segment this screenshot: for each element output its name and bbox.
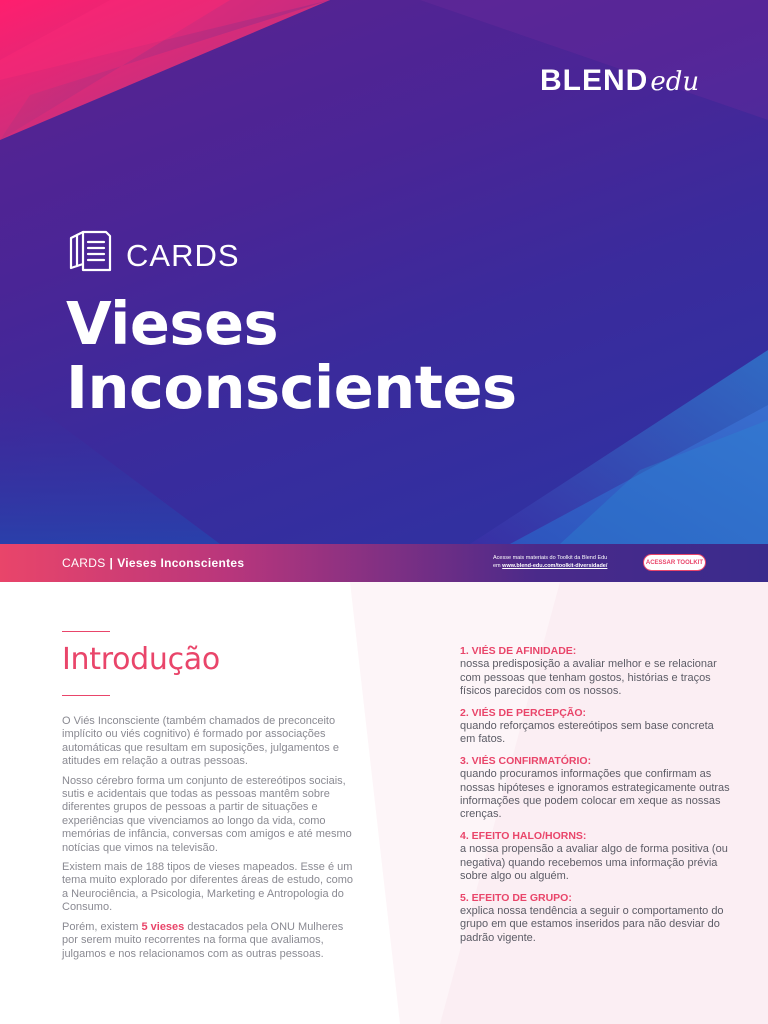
cover-title-line-1: Vieses [66,289,279,358]
toolkit-note [493,554,643,570]
bar-title [62,544,244,582]
intro-rule-bottom [62,695,110,696]
cards-document-icon [66,226,116,276]
intro-p4-before: Porém, existem [62,920,142,933]
intro-paragraph: Nosso cérebro forma um conjunto de estereótipos sociais, sutis e acidentais que todas as pessoas mantêm sobre diferentes grupos de pessoas a partir de situações e experiências que vivenciamos ao longo da vida, como memórias de infância, conversas com amigos e até mesmo notícias que vimos na televisão. [62,774,352,854]
intro-paragraph: Existem mais de 188 tipos de vieses mapeados. Esse é um tema muito explorado por diferentes áreas de estudo, como a Neurociência, a Psicologia, Marketing e Antropologia do Consumo. [62,861,354,914]
logo-main-text: BLEND [540,64,649,97]
logo-script-text: edu [650,67,700,97]
bias-item [460,755,730,822]
access-toolkit-button[interactable]: ACESSAR TOOLKIT [643,554,706,571]
toolkit-note-line-2 [493,562,643,570]
blend-edu-logo [540,64,699,100]
bias-list [460,645,730,953]
bias-title: 5. EFEITO DE GRUPO: [460,891,572,904]
cover-title-line-2: Inconscientes [66,353,517,422]
bias-title: 1. VIÉS DE AFINIDADE: [460,645,577,657]
bias-title: 4. EFEITO HALO/HORNS: [460,829,587,842]
cover-title [66,289,706,422]
toolkit-note-prefix: em [493,563,501,569]
bias-description: quando procuramos informações que confirmam as nossas hipóteses e ignoramos estrategicamente outras informações que podem colocar em xeque as nossas crenças. [460,768,730,821]
intro-paragraph: O Viés Inconsciente (também chamados de preconceito implícito ou viés cognitivo) é formado por associações automáticas que resultam em suposições, julgamentos e atitudes em relação a outras pessoas. [62,715,339,768]
bias-item [460,892,730,946]
bar-cards-label: CARDS [62,556,106,570]
bias-description: nossa predisposição a avaliar melhor e se relacionar com pessoas que tenham gostos, histórias e traços físicos parecidos com os nossos. [460,658,717,698]
bias-item [460,707,730,747]
bias-title: 3. VIÉS CONFIRMATÓRIO: [460,754,592,767]
section-label [66,226,240,276]
intro-paragraph [62,921,362,961]
intro-p4-highlight: 5 vieses [141,920,185,933]
toolkit-link[interactable]: www.blend-edu.com/toolkit-diversidade/ [502,563,608,569]
intro-rule-top [62,631,110,632]
intro-p4-after: destacados pela ONU Mulheres por serem muito recorrentes na forma que avaliamos, julgamos e nos relacionamos com as outras pessoas. [62,920,344,960]
intro-body [62,715,362,967]
bias-description: quando reforçamos estereótipos sem base concreta em fatos. [460,720,714,746]
intro-heading: Introdução [62,642,220,677]
bias-item [460,830,730,884]
bias-description: a nossa propensão a avaliar algo de forma positiva (ou negativa) quando recebemos uma informação prévia sobre algo ou alguém. [460,843,728,883]
bias-title: 2. VIÉS DE PERCEPÇÃO: [460,706,587,719]
bar-title-text: Vieses Inconscientes [117,556,245,570]
section-label-text: CARDS [126,238,240,273]
bias-item [460,645,730,699]
toolkit-note-line-1: Acesse mais materiais do Toolkit da Blend Edu [493,555,608,561]
content-area [0,582,768,1024]
bias-description: explica nossa tendência a seguir o comportamento do grupo em que estamos inseridos para não desviar do padrão vigente. [460,904,724,944]
bar-separator: | [109,556,114,570]
